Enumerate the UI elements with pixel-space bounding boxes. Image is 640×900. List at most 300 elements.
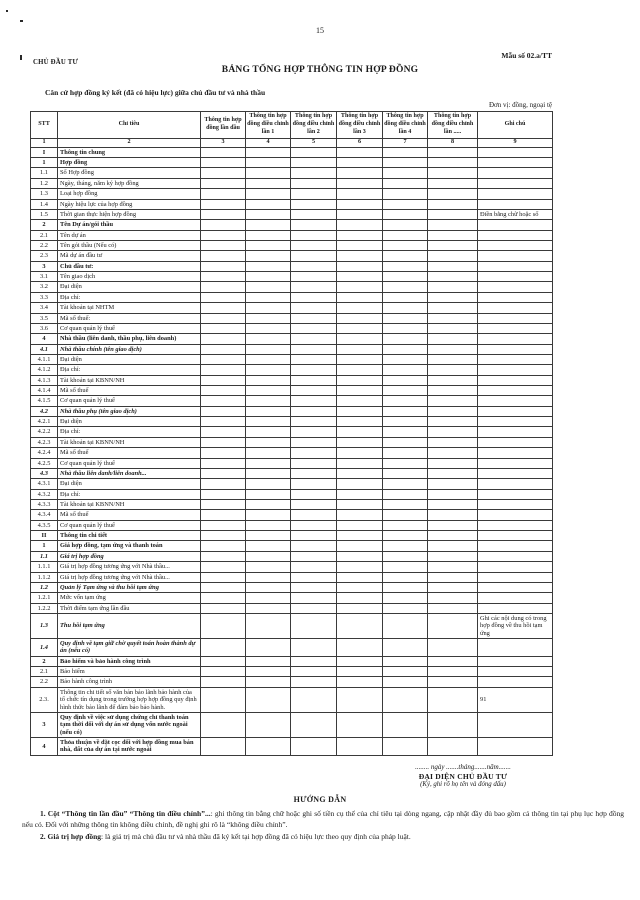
row-value-cell	[291, 572, 337, 582]
row-note	[478, 499, 553, 509]
row-value-cell	[428, 178, 478, 188]
row-label: Hợp đồng	[58, 158, 201, 168]
row-label: Giá trị hợp đồng tương ứng với Nhà thầu...	[58, 562, 201, 572]
row-label: Nhà thầu (liên danh, thầu phụ, liên doanh)	[58, 334, 201, 344]
row-value-cell	[383, 417, 428, 427]
row-value-cell	[201, 313, 246, 323]
col-number: 5	[291, 138, 337, 147]
row-stt: 1.3	[31, 189, 58, 199]
row-stt: 1.1	[31, 551, 58, 561]
row-stt: 4.3.2	[31, 489, 58, 499]
row-value-cell	[201, 458, 246, 468]
table-row	[31, 562, 553, 572]
row-note	[478, 582, 553, 592]
row-value-cell	[201, 365, 246, 375]
row-value-cell	[428, 667, 478, 677]
row-note	[478, 158, 553, 168]
row-value-cell	[337, 551, 383, 561]
row-value-cell	[383, 510, 428, 520]
row-note	[478, 667, 553, 677]
signature-date-line: ........ ngày .......tháng.......năm.......	[415, 762, 511, 771]
basis-line: Căn cứ hợp đồng ký kết (đã có hiệu lực) giữa chủ đầu tư và nhà thầu	[45, 88, 266, 97]
header-stt: STT	[31, 112, 58, 139]
row-value-cell	[201, 468, 246, 478]
row-label: Cơ quan quản lý thuế	[58, 323, 201, 333]
row-value-cell	[383, 168, 428, 178]
row-note	[478, 261, 553, 271]
row-value-cell	[337, 489, 383, 499]
row-value-cell	[291, 656, 337, 666]
row-value-cell	[291, 551, 337, 561]
row-value-cell	[337, 541, 383, 551]
row-value-cell	[337, 603, 383, 613]
row-value-cell	[201, 531, 246, 541]
table-row	[31, 220, 553, 230]
header-lan-dau: Thông tin hợp đồng lần đầu	[201, 112, 246, 139]
row-value-cell	[337, 562, 383, 572]
row-label: Địa chỉ:	[58, 427, 201, 437]
row-value-cell	[428, 531, 478, 541]
row-value-cell	[201, 354, 246, 364]
table-row	[31, 209, 553, 219]
row-value-cell	[428, 458, 478, 468]
row-label: Mã số thuế:	[58, 313, 201, 323]
table-row	[31, 677, 553, 687]
row-value-cell	[428, 313, 478, 323]
row-value-cell	[383, 251, 428, 261]
row-value-cell	[383, 282, 428, 292]
row-value-cell	[428, 572, 478, 582]
col-number: 3	[201, 138, 246, 147]
row-value-cell	[428, 375, 478, 385]
row-value-cell	[201, 282, 246, 292]
row-note	[478, 427, 553, 437]
row-value-cell	[246, 303, 291, 313]
owner-label: CHỦ ĐẦU TƯ	[33, 59, 79, 66]
table-header	[31, 112, 553, 148]
table-row	[31, 282, 553, 292]
table-row	[31, 468, 553, 478]
row-stt: 3	[31, 712, 58, 737]
row-value-cell	[246, 417, 291, 427]
scan-artifact	[20, 55, 22, 60]
row-value-cell	[246, 292, 291, 302]
row-value-cell	[337, 396, 383, 406]
row-value-cell	[246, 220, 291, 230]
table-row	[31, 158, 553, 168]
row-note	[478, 365, 553, 375]
row-note	[478, 437, 553, 447]
row-value-cell	[291, 365, 337, 375]
row-value-cell	[383, 189, 428, 199]
row-value-cell	[337, 220, 383, 230]
contract-table-body	[31, 147, 553, 755]
row-stt: 4.3.1	[31, 479, 58, 489]
row-note	[478, 406, 553, 416]
row-stt: 4.1.2	[31, 365, 58, 375]
row-value-cell	[428, 272, 478, 282]
row-value-cell	[428, 261, 478, 271]
column-number-row	[31, 138, 553, 147]
row-note	[478, 562, 553, 572]
table-row	[31, 344, 553, 354]
row-value-cell	[428, 158, 478, 168]
row-note	[478, 354, 553, 364]
row-value-cell	[383, 582, 428, 592]
header-chi-tieu: Chỉ tiêu	[58, 112, 201, 139]
row-value-cell	[291, 251, 337, 261]
row-value-cell	[383, 468, 428, 478]
row-value-cell	[201, 251, 246, 261]
table-row	[31, 323, 553, 333]
row-value-cell	[383, 365, 428, 375]
row-value-cell	[246, 572, 291, 582]
row-value-cell	[383, 261, 428, 271]
row-stt: 4.3.5	[31, 520, 58, 530]
row-value-cell	[291, 375, 337, 385]
row-value-cell	[337, 667, 383, 677]
row-value-cell	[428, 562, 478, 572]
row-value-cell	[428, 241, 478, 251]
row-value-cell	[246, 375, 291, 385]
row-value-cell	[383, 406, 428, 416]
row-value-cell	[201, 417, 246, 427]
row-value-cell	[428, 396, 478, 406]
row-value-cell	[428, 282, 478, 292]
row-value-cell	[246, 261, 291, 271]
row-value-cell	[246, 158, 291, 168]
unit-line: Đơn vị: đồng, ngoại tệ	[489, 101, 552, 109]
row-value-cell	[291, 489, 337, 499]
row-value-cell	[201, 158, 246, 168]
row-value-cell	[291, 282, 337, 292]
row-value-cell	[201, 303, 246, 313]
row-value-cell	[428, 489, 478, 499]
row-note	[478, 230, 553, 240]
header-dieu-chinh-3: Thông tin hợp đồng điều chỉnh lần 3	[337, 112, 383, 139]
row-value-cell	[246, 437, 291, 447]
row-note	[478, 344, 553, 354]
row-note	[478, 199, 553, 209]
header-dieu-chinh-1: Thông tin hợp đồng điều chỉnh lần 1	[246, 112, 291, 139]
row-label: Địa chỉ:	[58, 292, 201, 302]
scan-artifact	[6, 10, 8, 12]
row-value-cell	[337, 241, 383, 251]
row-value-cell	[383, 551, 428, 561]
row-value-cell	[201, 386, 246, 396]
row-value-cell	[246, 199, 291, 209]
row-note	[478, 639, 553, 657]
row-value-cell	[383, 520, 428, 530]
row-value-cell	[383, 220, 428, 230]
row-value-cell	[201, 562, 246, 572]
row-value-cell	[383, 199, 428, 209]
form-code: Mẫu số 02.a/TT	[501, 51, 552, 60]
table-row	[31, 613, 553, 638]
row-label: Tên giao dịch	[58, 272, 201, 282]
row-stt: 4.1.1	[31, 354, 58, 364]
row-stt: 4	[31, 737, 58, 755]
row-value-cell	[383, 639, 428, 657]
row-value-cell	[428, 656, 478, 666]
row-label: Bảo hiểm	[58, 667, 201, 677]
row-value-cell	[383, 531, 428, 541]
row-note	[478, 147, 553, 157]
row-value-cell	[291, 562, 337, 572]
row-value-cell	[291, 541, 337, 551]
signature-block	[358, 763, 568, 788]
row-note	[478, 282, 553, 292]
row-value-cell	[428, 677, 478, 687]
row-value-cell	[428, 737, 478, 755]
row-value-cell	[291, 323, 337, 333]
row-value-cell	[291, 468, 337, 478]
row-value-cell	[337, 209, 383, 219]
row-value-cell	[291, 531, 337, 541]
row-value-cell	[201, 712, 246, 737]
row-value-cell	[246, 593, 291, 603]
row-value-cell	[201, 344, 246, 354]
row-label: Địa chỉ:	[58, 489, 201, 499]
row-value-cell	[201, 220, 246, 230]
row-value-cell	[291, 677, 337, 687]
row-value-cell	[201, 375, 246, 385]
row-value-cell	[246, 396, 291, 406]
row-value-cell	[201, 551, 246, 561]
row-value-cell	[383, 209, 428, 219]
col-number: 9	[478, 138, 553, 147]
row-value-cell	[428, 551, 478, 561]
row-note	[478, 178, 553, 188]
row-value-cell	[201, 241, 246, 251]
row-value-cell	[428, 230, 478, 240]
table-row	[31, 354, 553, 364]
row-value-cell	[246, 178, 291, 188]
row-stt: 4.1.4	[31, 386, 58, 396]
row-stt: 4.2.4	[31, 448, 58, 458]
row-note	[478, 375, 553, 385]
row-value-cell	[337, 510, 383, 520]
row-value-cell	[383, 323, 428, 333]
row-stt: 4.2.5	[31, 458, 58, 468]
row-value-cell	[337, 593, 383, 603]
row-stt: 1.3	[31, 613, 58, 638]
row-value-cell	[201, 520, 246, 530]
row-value-cell	[246, 251, 291, 261]
header-dieu-chinh-n: Thông tin hợp đồng điều chỉnh lần .....	[428, 112, 478, 139]
row-stt: 1.5	[31, 209, 58, 219]
row-stt: II	[31, 531, 58, 541]
header-dieu-chinh-4: Thông tin hợp đồng điều chỉnh lần 4	[383, 112, 428, 139]
row-value-cell	[383, 427, 428, 437]
row-value-cell	[201, 667, 246, 677]
row-label: Mã số thuế	[58, 510, 201, 520]
row-value-cell	[428, 147, 478, 157]
table-row	[31, 178, 553, 188]
row-label: Bảo hiểm và bảo hành công trình	[58, 656, 201, 666]
row-value-cell	[291, 354, 337, 364]
row-stt: 3.6	[31, 323, 58, 333]
instruction-item-1	[22, 808, 624, 831]
row-value-cell	[428, 220, 478, 230]
row-value-cell	[201, 323, 246, 333]
row-note	[478, 251, 553, 261]
row-value-cell	[201, 656, 246, 666]
row-stt: 4.1.3	[31, 375, 58, 385]
table-row	[31, 334, 553, 344]
row-value-cell	[337, 189, 383, 199]
table-row	[31, 603, 553, 613]
row-value-cell	[246, 510, 291, 520]
row-stt: 2.1	[31, 667, 58, 677]
row-value-cell	[291, 667, 337, 677]
row-value-cell	[246, 712, 291, 737]
row-value-cell	[383, 230, 428, 240]
row-value-cell	[383, 241, 428, 251]
row-value-cell	[291, 386, 337, 396]
row-value-cell	[201, 292, 246, 302]
row-value-cell	[337, 365, 383, 375]
table-row	[31, 241, 553, 251]
row-value-cell	[246, 677, 291, 687]
row-stt: 3.5	[31, 313, 58, 323]
row-stt: 1.4	[31, 199, 58, 209]
row-value-cell	[383, 354, 428, 364]
row-value-cell	[428, 189, 478, 199]
table-row	[31, 593, 553, 603]
row-value-cell	[201, 189, 246, 199]
row-label: Thu hồi tạm ứng	[58, 613, 201, 638]
row-value-cell	[428, 499, 478, 509]
row-value-cell	[201, 427, 246, 437]
table-row	[31, 272, 553, 282]
row-stt: 1.1.2	[31, 572, 58, 582]
row-value-cell	[337, 282, 383, 292]
row-value-cell	[246, 489, 291, 499]
row-value-cell	[246, 209, 291, 219]
row-value-cell	[246, 272, 291, 282]
row-value-cell	[246, 499, 291, 509]
row-value-cell	[291, 499, 337, 509]
row-value-cell	[337, 230, 383, 240]
header-row	[31, 112, 553, 139]
row-value-cell	[201, 147, 246, 157]
row-value-cell	[201, 396, 246, 406]
row-value-cell	[383, 593, 428, 603]
table-row	[31, 510, 553, 520]
row-value-cell	[383, 489, 428, 499]
row-value-cell	[337, 639, 383, 657]
row-value-cell	[428, 437, 478, 447]
row-label: Giá hợp đồng, tạm ứng và thanh toán	[58, 541, 201, 551]
row-value-cell	[291, 639, 337, 657]
row-label: Mã dự án đầu tư	[58, 251, 201, 261]
row-stt: 2.2	[31, 241, 58, 251]
row-value-cell	[201, 272, 246, 282]
row-value-cell	[383, 656, 428, 666]
instruction-item-2	[22, 831, 624, 843]
row-value-cell	[337, 687, 383, 712]
row-value-cell	[428, 209, 478, 219]
row-label: Quản lý Tạm ứng và thu hồi tạm ứng	[58, 582, 201, 592]
col-number: 6	[337, 138, 383, 147]
row-value-cell	[337, 613, 383, 638]
row-value-cell	[246, 639, 291, 657]
table-row	[31, 168, 553, 178]
row-note	[478, 712, 553, 737]
row-value-cell	[246, 427, 291, 437]
row-value-cell	[428, 354, 478, 364]
table-row	[31, 582, 553, 592]
row-value-cell	[201, 437, 246, 447]
row-value-cell	[383, 448, 428, 458]
row-value-cell	[337, 468, 383, 478]
row-note	[478, 168, 553, 178]
table-row	[31, 656, 553, 666]
row-value-cell	[291, 687, 337, 712]
row-value-cell	[246, 541, 291, 551]
row-value-cell	[246, 448, 291, 458]
row-value-cell	[246, 520, 291, 530]
row-value-cell	[428, 468, 478, 478]
table-row	[31, 712, 553, 737]
row-value-cell	[246, 282, 291, 292]
row-value-cell	[201, 448, 246, 458]
row-value-cell	[201, 499, 246, 509]
row-label: Tài khoản tại NHTM	[58, 303, 201, 313]
row-value-cell	[201, 572, 246, 582]
row-value-cell	[428, 323, 478, 333]
row-value-cell	[291, 158, 337, 168]
row-value-cell	[337, 427, 383, 437]
row-label: Tài khoản tại KBNN/NH	[58, 375, 201, 385]
row-stt: 2.1	[31, 230, 58, 240]
row-value-cell	[246, 613, 291, 638]
row-stt: 2.3.	[31, 687, 58, 712]
row-stt: 1.1.1	[31, 562, 58, 572]
row-value-cell	[337, 737, 383, 755]
row-value-cell	[246, 168, 291, 178]
row-value-cell	[246, 344, 291, 354]
row-value-cell	[337, 168, 383, 178]
row-label: Loại hợp đồng	[58, 189, 201, 199]
row-value-cell	[201, 613, 246, 638]
row-value-cell	[337, 520, 383, 530]
row-value-cell	[337, 531, 383, 541]
row-value-cell	[201, 593, 246, 603]
row-value-cell	[383, 677, 428, 687]
row-label: Mã số thuế	[58, 448, 201, 458]
row-value-cell	[291, 479, 337, 489]
row-value-cell	[428, 603, 478, 613]
table-row	[31, 458, 553, 468]
row-value-cell	[201, 230, 246, 240]
row-label: Cơ quan quản lý thuế	[58, 458, 201, 468]
row-value-cell	[428, 687, 478, 712]
row-value-cell	[383, 303, 428, 313]
row-value-cell	[291, 448, 337, 458]
table-row	[31, 313, 553, 323]
row-label: Cơ quan quản lý thuế	[58, 396, 201, 406]
signature-sign-note: (Ký, ghi rõ họ tên và đóng dấu)	[420, 780, 506, 788]
row-value-cell	[428, 406, 478, 416]
table-row	[31, 489, 553, 499]
row-value-cell	[201, 479, 246, 489]
row-note	[478, 303, 553, 313]
row-value-cell	[428, 613, 478, 638]
row-value-cell	[337, 656, 383, 666]
row-value-cell	[201, 603, 246, 613]
